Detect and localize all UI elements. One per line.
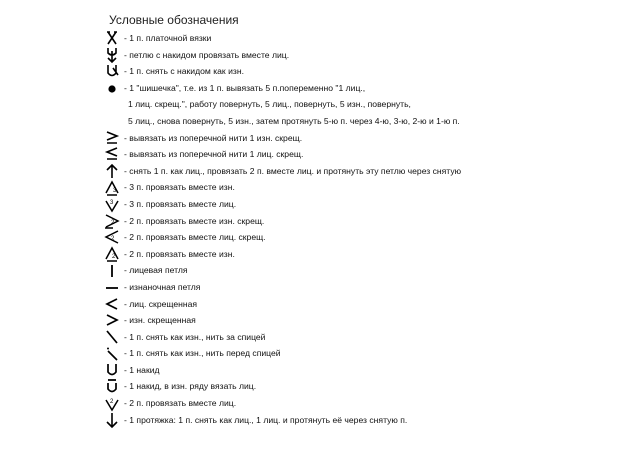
- legend-row: [100, 179, 615, 196]
- legend-text: - 3 п. провязать вместе лиц.: [124, 198, 237, 209]
- purl-crossed-icon: [100, 312, 124, 329]
- legend-row: [100, 130, 615, 147]
- legend-row: [100, 63, 615, 80]
- legend-text: - лиц. скрещенная: [124, 298, 198, 309]
- legend-text: - 2 п. провязать вместе лиц.: [124, 398, 237, 409]
- svg-text:3: 3: [110, 200, 114, 207]
- two-together-purl-crossed-icon: [100, 213, 124, 230]
- legend-text: - 1 накид: [124, 364, 160, 375]
- legend-text: - 1 накид, в изн. ряду вязать лиц.: [124, 381, 257, 392]
- legend-text: - вывязать из поперечной нити 1 лиц. скрещ.: [124, 149, 304, 160]
- legend-text: 5 лиц., снова повернуть, 5 изн., затем протянуть 5-ю п. через 4-ю, 3-ю, 2-ю и 1-ю п.: [128, 115, 460, 126]
- legend-text: - изнаночная петля: [124, 281, 201, 292]
- three-together-purl-icon: [100, 179, 124, 196]
- legend-text: - изн. скрещенная: [124, 315, 196, 326]
- legend-row: [100, 412, 615, 429]
- legend-row: [100, 395, 615, 412]
- legend-title: Условные обозначения: [109, 13, 239, 27]
- legend-row: [100, 163, 615, 180]
- two-together-knit-crossed-icon: [100, 229, 124, 246]
- legend-text: - 3 п. провязать вместе изн.: [124, 182, 235, 193]
- legend-text: - вывязать из поперечной нити 1 изн. скрещ.: [124, 132, 303, 143]
- legend-row: [100, 262, 615, 279]
- svg-text:2: 2: [112, 254, 116, 261]
- arrow-up-icon: [100, 163, 124, 180]
- legend-row-continued: [100, 113, 615, 130]
- legend-text: - петлю с накидом провязать вместе лиц.: [124, 49, 290, 60]
- legend-row: [100, 296, 615, 313]
- slip-with-yarn-over-icon: [100, 63, 124, 80]
- increase-purl-crossed-icon: [100, 130, 124, 147]
- legend-text: 1 лиц. скрещ.", работу повернуть, 5 лиц., повернуть, 5 изн., повернуть,: [128, 99, 411, 110]
- legend-text: - 1 п. платочной вязки: [124, 33, 212, 43]
- knit-stitch-icon: [100, 262, 124, 279]
- two-together-knit-icon: [100, 395, 124, 412]
- legend-row: [100, 47, 615, 64]
- crossed-stitch-icon: [100, 30, 124, 47]
- slip-yarn-back-icon: [100, 329, 124, 346]
- pull-through-arrow-icon: [100, 412, 124, 429]
- legend-text: - 1 п. снять с накидом как изн.: [124, 66, 244, 77]
- legend-row: [100, 378, 615, 395]
- legend-text: - снять 1 п. как лиц., провязать 2 п. вместе лиц. и протянуть эту петлю через снятую: [124, 165, 462, 176]
- svg-text:2: 2: [110, 399, 114, 406]
- legend-text: - 2 п. провязать вместе изн. скрещ.: [124, 215, 265, 226]
- legend-row: [100, 229, 615, 246]
- legend-row: [100, 345, 615, 362]
- legend-row: [100, 30, 615, 47]
- svg-text:2: 2: [111, 219, 115, 226]
- legend-row: [100, 146, 615, 163]
- svg-text:3: 3: [113, 187, 117, 194]
- yarn-over-knit-back-icon: [100, 378, 124, 395]
- legend-row: [100, 362, 615, 379]
- purl-stitch-icon: [100, 279, 124, 296]
- knit-crossed-icon: [100, 296, 124, 313]
- legend-row: [100, 279, 615, 296]
- legend-text: - лицевая петля: [124, 265, 188, 276]
- two-together-purl-icon: [100, 246, 124, 263]
- legend-row: [100, 80, 615, 97]
- legend-row: [100, 312, 615, 329]
- three-together-knit-icon: [100, 196, 124, 213]
- legend-row: [100, 329, 615, 346]
- legend-text: - 1 п. снять как изн., нить за спицей: [124, 331, 266, 342]
- legend-row: [100, 196, 615, 213]
- legend-row-continued: [100, 96, 615, 113]
- legend-text: - 1 п. снять как изн., нить перед спицей: [124, 348, 281, 359]
- svg-text:2: 2: [111, 236, 115, 243]
- legend-text: - 2 п. провязать вместе лиц. скрещ.: [124, 232, 266, 243]
- increase-knit-crossed-icon: [100, 146, 124, 163]
- legend-text: - 1 протяжка: 1 п. снять как лиц., 1 лиц. и протянуть её через снятую п.: [124, 414, 408, 425]
- loop-knit-together-icon: [100, 47, 124, 64]
- legend-text: - 2 п. провязать вместе изн.: [124, 248, 235, 259]
- legend-row: [100, 246, 615, 263]
- legend-row: [100, 213, 615, 230]
- legend-list: [100, 30, 615, 428]
- bobble-dot-icon: [100, 80, 124, 97]
- legend-text: - 1 "шишечка", т.е. из 1 п. вывязать 5 п.попеременно "1 лиц.,: [124, 82, 366, 93]
- slip-yarn-front-icon: [100, 345, 124, 362]
- yarn-over-icon: [100, 362, 124, 379]
